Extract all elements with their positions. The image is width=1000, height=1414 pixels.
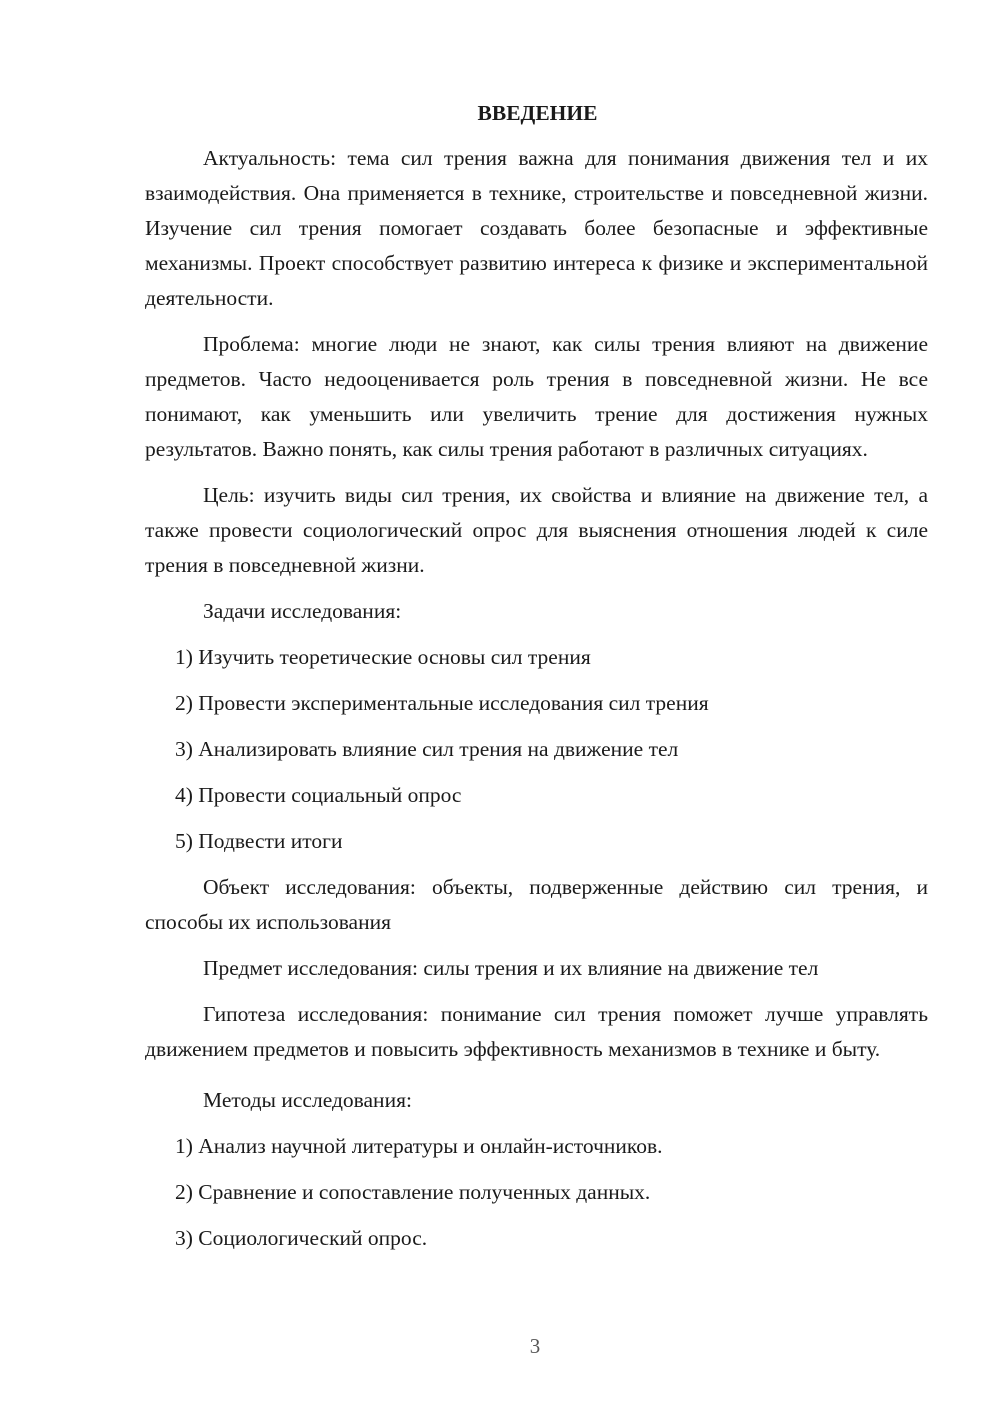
task-item: 2) Провести экспериментальные исследования сил трения xyxy=(175,691,709,715)
method-item: 3) Социологический опрос. xyxy=(175,1226,428,1250)
object-paragraph: Объект исследования: объекты, подверженные действию сил трения, и способы их использования xyxy=(145,875,928,934)
subject-paragraph: Предмет исследования: силы трения и их влияние на движение тел xyxy=(203,956,819,980)
page-number: 3 xyxy=(529,1334,541,1358)
hypothesis-paragraph: Гипотеза исследования: понимание сил трения поможет лучше управлять движением предметов и повысить эффективность механизмов в технике и быту. xyxy=(145,1002,928,1061)
problem-paragraph: Проблема: многие люди не знают, как силы трения влияют на движение предметов. Часто недооценивается роль трения в повседневной жизни. Не все понимают, как уменьшить или увеличить трение для достижения нужных результатов. Важно понять, как силы трения работают в различных ситуациях. xyxy=(145,332,928,461)
document-page xyxy=(145,96,928,1267)
task-item: 4) Провести социальный опрос xyxy=(175,783,462,807)
page-title: ВВЕДЕНИЕ xyxy=(477,101,598,125)
tasks-heading: Задачи исследования: xyxy=(203,599,402,623)
relevance-paragraph: Актуальность: тема сил трения важна для понимания движения тел и их взаимодействия. Она применяется в технике, строительстве и повседневной жизни. Изучение сил трения помогает создавать более безопасные и эффективные механизмы. Проект способствует развитию интереса к физике и экспериментальной деятельности. xyxy=(145,146,928,310)
task-item: 3) Анализировать влияние сил трения на движение тел xyxy=(175,737,679,761)
task-item: 1) Изучить теоретические основы сил трения xyxy=(175,645,591,669)
methods-heading: Методы исследования: xyxy=(203,1088,412,1112)
goal-paragraph: Цель: изучить виды сил трения, их свойства и влияние на движение тел, а также провести социологический опрос для выяснения отношения людей к силе трения в повседневной жизни. xyxy=(145,483,928,577)
method-item: 2) Сравнение и сопоставление полученных данных. xyxy=(175,1180,651,1204)
task-item: 5) Подвести итоги xyxy=(175,829,343,853)
method-item: 1) Анализ научной литературы и онлайн-источников. xyxy=(175,1134,663,1158)
